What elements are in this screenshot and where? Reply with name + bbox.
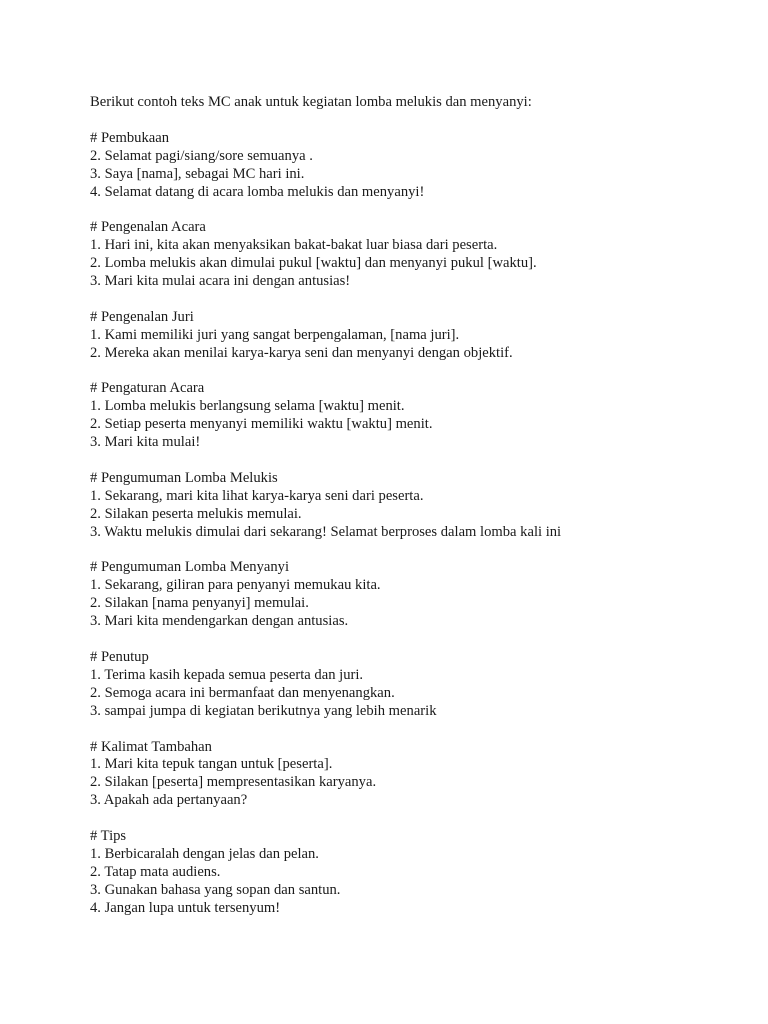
list-item: 4. Selamat datang di acara lomba melukis dan menyanyi! bbox=[90, 183, 425, 200]
list-item: 2. Silakan peserta melukis memulai. bbox=[90, 505, 302, 522]
section bbox=[90, 828, 740, 918]
section-heading: # Tips bbox=[90, 828, 127, 845]
section-heading: # Pengenalan Juri bbox=[90, 308, 194, 325]
list-item: 2. Setiap peserta menyanyi memiliki waktu [waktu] menit. bbox=[90, 416, 433, 433]
list-item: 1. Sekarang, mari kita lihat karya-karya seni dari peserta. bbox=[90, 487, 424, 504]
list-item: 3. Mari kita mendengarkan dengan antusias. bbox=[90, 613, 349, 630]
list-item: 1. Mari kita tepuk tangan untuk [peserta]. bbox=[90, 756, 333, 773]
section-heading: # Kalimat Tambahan bbox=[90, 738, 212, 755]
section bbox=[90, 739, 740, 811]
list-item: 2. Silakan [nama penyanyi] memulai. bbox=[90, 595, 309, 612]
list-item: 1. Berbicaralah dengan jelas dan pelan. bbox=[90, 845, 319, 862]
list-item: 3. Mari kita mulai! bbox=[90, 434, 201, 451]
section bbox=[90, 309, 740, 363]
section bbox=[90, 470, 740, 542]
list-item: 4. Jangan lupa untuk tersenyum! bbox=[90, 899, 281, 916]
section-heading: # Pengumuman Lomba Melukis bbox=[90, 469, 278, 486]
list-item: 3. sampai jumpa di kegiatan berikutnya yang lebih menarik bbox=[90, 702, 437, 719]
list-item: 1. Sekarang, giliran para penyanyi memukau kita. bbox=[90, 577, 381, 594]
list-item: 1. Hari ini, kita akan menyaksikan bakat-bakat luar biasa dari peserta. bbox=[90, 237, 498, 254]
list-item: 2. Semoga acara ini bermanfaat dan menyenangkan. bbox=[90, 684, 395, 701]
list-item: 2. Selamat pagi/siang/sore semuanya . bbox=[90, 147, 313, 164]
intro-text: Berikut contoh teks MC anak untuk kegiatan lomba melukis dan menyanyi: bbox=[90, 94, 532, 110]
list-item: 1. Lomba melukis berlangsung selama [waktu] menit. bbox=[90, 398, 405, 415]
list-item: 3. Saya [nama], sebagai MC hari ini. bbox=[90, 165, 305, 182]
list-item: 2. Silakan [peserta] mempresentasikan karyanya. bbox=[90, 774, 377, 791]
document-page bbox=[90, 94, 740, 935]
section-heading: # Pengaturan Acara bbox=[90, 380, 205, 397]
list-item: 1. Terima kasih kepada semua peserta dan juri. bbox=[90, 666, 364, 683]
sections-container bbox=[90, 130, 740, 918]
list-item: 3. Gunakan bahasa yang sopan dan santun. bbox=[90, 881, 341, 898]
section-heading: # Pembukaan bbox=[90, 129, 170, 146]
list-item: 3. Apakah ada pertanyaan? bbox=[90, 792, 248, 809]
section bbox=[90, 219, 740, 291]
list-item: 2. Tatap mata audiens. bbox=[90, 863, 221, 880]
section bbox=[90, 380, 740, 452]
list-item: 2. Mereka akan menilai karya-karya seni dan menyanyi dengan objektif. bbox=[90, 344, 513, 361]
section-heading: # Pengumuman Lomba Menyanyi bbox=[90, 559, 290, 576]
section bbox=[90, 130, 740, 202]
list-item: 3. Waktu melukis dimulai dari sekarang! Selamat berproses dalam lomba kali ini bbox=[90, 523, 562, 540]
list-item: 2. Lomba melukis akan dimulai pukul [waktu] dan menyanyi pukul [waktu]. bbox=[90, 255, 537, 272]
section-heading: # Pengenalan Acara bbox=[90, 219, 206, 236]
list-item: 3. Mari kita mulai acara ini dengan antusias! bbox=[90, 273, 351, 290]
section-heading: # Penutup bbox=[90, 648, 149, 665]
list-item: 1. Kami memiliki juri yang sangat berpengalaman, [nama juri]. bbox=[90, 326, 460, 343]
section bbox=[90, 649, 740, 721]
section bbox=[90, 559, 740, 631]
